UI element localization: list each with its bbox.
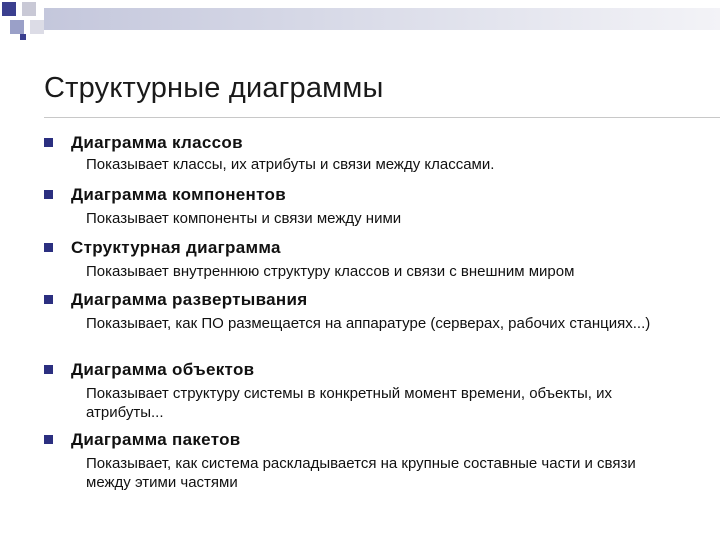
item-heading: Диаграмма компонентов (71, 185, 286, 204)
square-bullet-icon (44, 190, 53, 199)
slide-title: Структурные диаграммы (44, 72, 384, 104)
decor-square (22, 2, 36, 16)
item-description: Показывает структуру системы в конкретный момент времени, объекты, их атрибуты... (86, 385, 612, 421)
list-item (44, 429, 704, 499)
list-item (44, 289, 704, 359)
square-bullet-icon (44, 138, 53, 147)
decor-square (20, 34, 26, 40)
item-description: Показывает, как ПО размещается на аппаратуре (серверах, рабочих станциях...) (86, 315, 651, 332)
list-item (44, 359, 704, 429)
item-description: Показывает классы, их атрибуты и связи между классами. (86, 156, 495, 173)
item-heading: Структурная диаграмма (71, 238, 281, 257)
decor-square (10, 20, 24, 34)
item-heading: Диаграмма объектов (71, 360, 255, 379)
list-item (44, 237, 704, 289)
list-item (44, 132, 704, 184)
item-description: Показывает внутреннюю структуру классов и связи с внешним миром (86, 263, 575, 280)
item-heading: Диаграмма классов (71, 133, 243, 152)
item-heading: Диаграмма развертывания (71, 290, 308, 309)
item-heading: Диаграмма пакетов (71, 430, 241, 449)
item-description: Показывает, как система раскладывается на крупные составные части и связи между этими частями (86, 455, 636, 491)
title-divider (44, 117, 720, 118)
square-bullet-icon (44, 243, 53, 252)
square-bullet-icon (44, 365, 53, 374)
top-gradient-bar (44, 8, 720, 30)
item-description: Показывает компоненты и связи между ними (86, 210, 402, 227)
list-item (44, 184, 704, 237)
square-bullet-icon (44, 295, 53, 304)
decor-square (30, 20, 44, 34)
decor-square (2, 2, 16, 16)
square-bullet-icon (44, 435, 53, 444)
bullet-list (44, 132, 704, 499)
